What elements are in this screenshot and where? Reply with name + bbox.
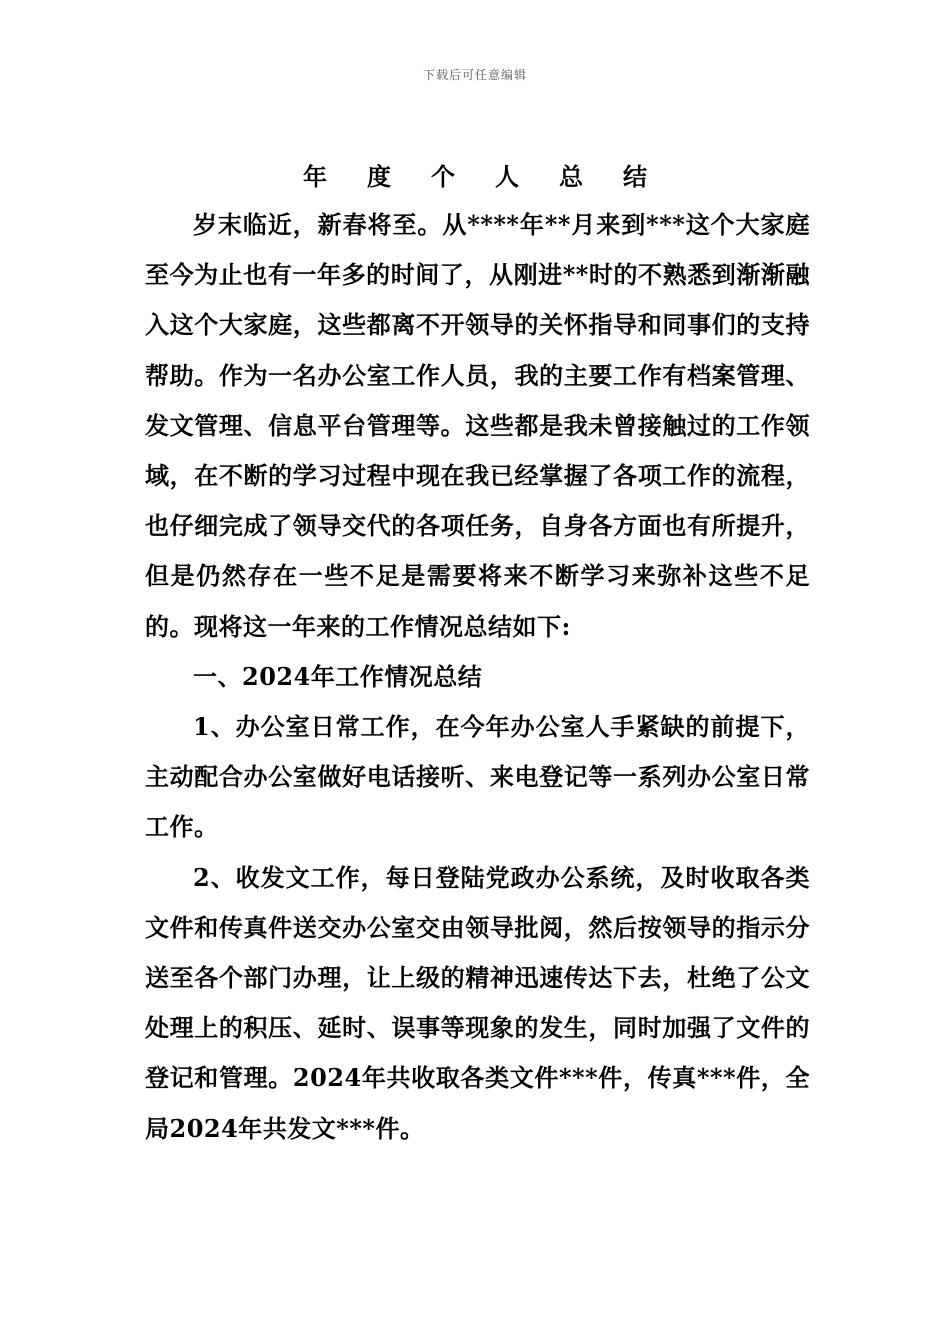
- section-heading: 一、2024年工作情况总结: [193, 661, 483, 691]
- document-body: [145, 200, 810, 1154]
- document-title: 年度个人总结: [303, 162, 687, 191]
- intro-paragraph: 岁末临近，新春将至。从****年**月来到***这个大家庭至今为止也有一年多的时间了，从刚进**时的不熟悉到渐渐融入这个大家庭，这些都离不开领导的关怀指导和同事们的支持帮助。作为一名办公室工作人员，我的主要工作有档案管理、发文管理、信息平台管理等。这些都是我未曾接触过的工作领域，在不断的学习过程中现在我已经掌握了各项工作的流程，也仔细完成了领导交代的各项任务，自身各方面也有所提升，但是仍然存在一些不足是需要将来不断学习来弥补这些不足的。现将这一年来的工作情况总结如下:: [145, 210, 810, 641]
- item-paragraph-2: 2、收发文工作，每日登陆党政办公系统，及时收取各类文件和传真件送交办公室交由领导批阅，然后按领导的指示分送至各个部门办理，让上级的精神迅速传达下去，杜绝了公文处理上的积压、延时、误事等现象的发生，同时加强了文件的登记和管理。2024年共收取各类文件***件，传真***件，全局2024年共发文***件。: [145, 862, 810, 1143]
- header-note: 下载后可任意编辑: [422, 68, 527, 82]
- item-paragraph-1: 1、办公室日常工作，在今年办公室人手紧缺的前提下，主动配合办公室做好电话接听、来电登记等一系列办公室日常工作。: [145, 712, 810, 842]
